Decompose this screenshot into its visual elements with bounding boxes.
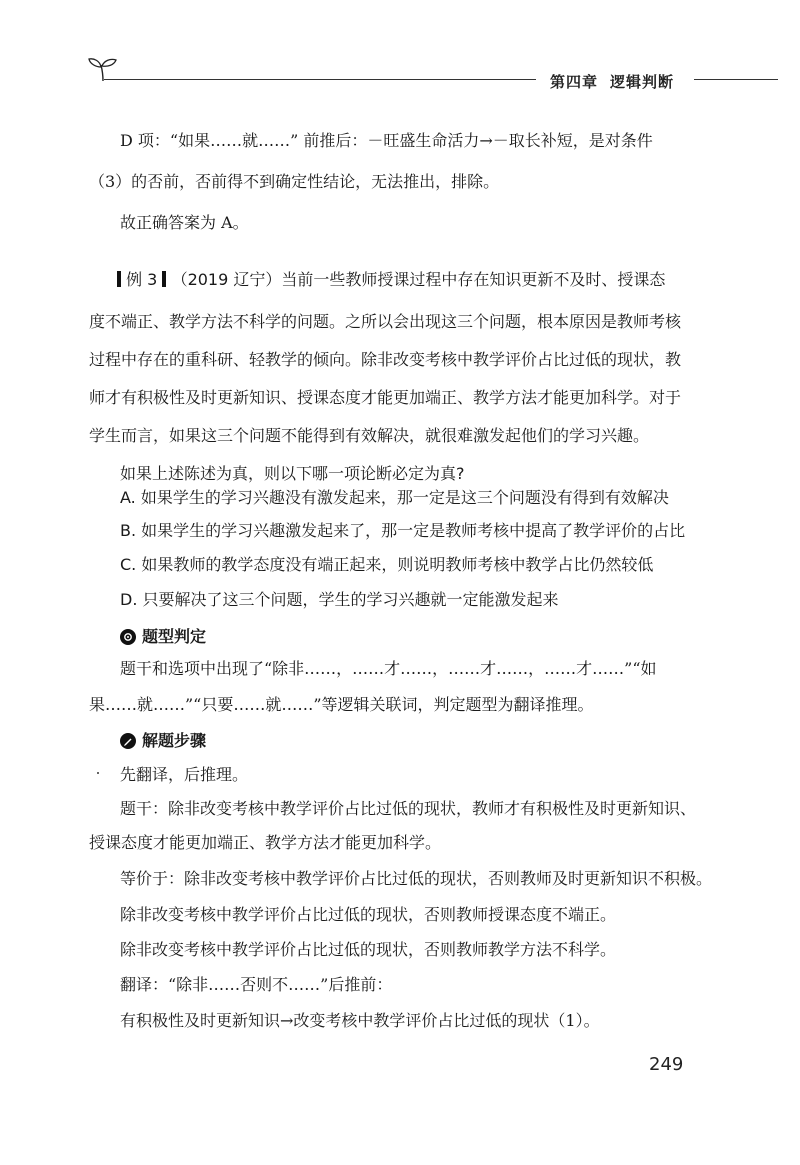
chapter-label: 第四章 bbox=[550, 73, 599, 91]
d-analysis-line-2: （3）的否前，否前得不到确定性结论，无法推出，排除。 bbox=[89, 172, 500, 191]
stray-dot bbox=[97, 772, 99, 774]
example-line-4: 师才有积极性及时更新知识、授课态度才能更加端正、教学方法才能更加科学。对于 bbox=[89, 388, 682, 407]
running-header bbox=[550, 71, 686, 92]
step-line-4: 等价于：除非改变考核中教学评价占比过低的现状，否则教师及时更新知识不积极。 bbox=[120, 869, 713, 888]
page-number: 249 bbox=[649, 1054, 684, 1075]
example-line-1 bbox=[117, 270, 717, 290]
example-bar-icon bbox=[162, 271, 166, 287]
answer-line: 故正确答案为 A。 bbox=[120, 213, 249, 232]
steps-heading-label: 解题步骤 bbox=[142, 731, 207, 750]
example-label: 例 3 bbox=[126, 270, 158, 289]
header-rule-left bbox=[104, 79, 536, 80]
step-line-8: 有积极性及时更新知识→改变考核中教学评价占比过低的现状（1）。 bbox=[120, 1011, 600, 1030]
step-line-1: 先翻译，后推理。 bbox=[120, 765, 249, 784]
type-line-2: 果……就……”“只要……就……”等逻辑关联词，判定题型为翻译推理。 bbox=[89, 695, 594, 714]
example-line-3: 过程中存在的重科研、轻教学的倾向。除非改变考核中教学评价占比过低的现状，教 bbox=[89, 350, 682, 369]
type-heading bbox=[120, 627, 206, 647]
option-d: D. 只要解决了这三个问题，学生的学习兴趣就一定能激发起来 bbox=[120, 590, 559, 609]
example-line-5: 学生而言，如果这三个问题不能得到有效解决，就很难激发起他们的学习兴趣。 bbox=[89, 426, 650, 445]
step-line-5: 除非改变考核中教学评价占比过低的现状，否则教师授课态度不端正。 bbox=[120, 905, 617, 924]
step-line-2: 题干：除非改变考核中教学评价占比过低的现状，教师才有积极性及时更新知识、 bbox=[120, 799, 697, 818]
type-heading-label: 题型判定 bbox=[142, 627, 207, 646]
steps-heading bbox=[120, 731, 206, 751]
type-line-1: 题干和选项中出现了“除非……，……才……，……才……，……才……”“如 bbox=[120, 659, 657, 678]
step-line-3: 授课态度才能更加端正、教学方法才能更加科学。 bbox=[89, 833, 442, 852]
d-analysis-line-1: D 项：“如果……就……” 前推后：－旺盛生命活力→－取长补短，是对条件 bbox=[120, 131, 653, 150]
option-c: C. 如果教师的教学态度没有端正起来，则说明教师考核中教学占比仍然较低 bbox=[120, 555, 654, 574]
example-line-2: 度不端正、教学方法不科学的问题。之所以会出现这三个问题，根本原因是教师考核 bbox=[89, 312, 682, 331]
question-stem: 如果上述陈述为真，则以下哪一项论断必定为真? bbox=[120, 464, 465, 483]
pencil-icon bbox=[120, 733, 136, 749]
option-b: B. 如果学生的学习兴趣激发起来了，那一定是教师考核中提高了教学评价的占比 bbox=[120, 521, 686, 540]
option-a: A. 如果学生的学习兴趣没有激发起来，那一定是这三个问题没有得到有效解决 bbox=[120, 488, 669, 507]
gear-icon bbox=[120, 629, 136, 645]
example-bar-icon bbox=[117, 271, 121, 287]
step-line-7: 翻译：“除非……否则不……”后推前： bbox=[120, 975, 393, 994]
step-line-6: 除非改变考核中教学评价占比过低的现状，否则教师教学方法不科学。 bbox=[120, 940, 617, 959]
example-text: （2019 辽宁）当前一些教师授课过程中存在知识更新不及时、授课态 bbox=[171, 270, 666, 289]
header-rule-right bbox=[694, 79, 778, 80]
section-label: 逻辑判断 bbox=[610, 73, 675, 91]
